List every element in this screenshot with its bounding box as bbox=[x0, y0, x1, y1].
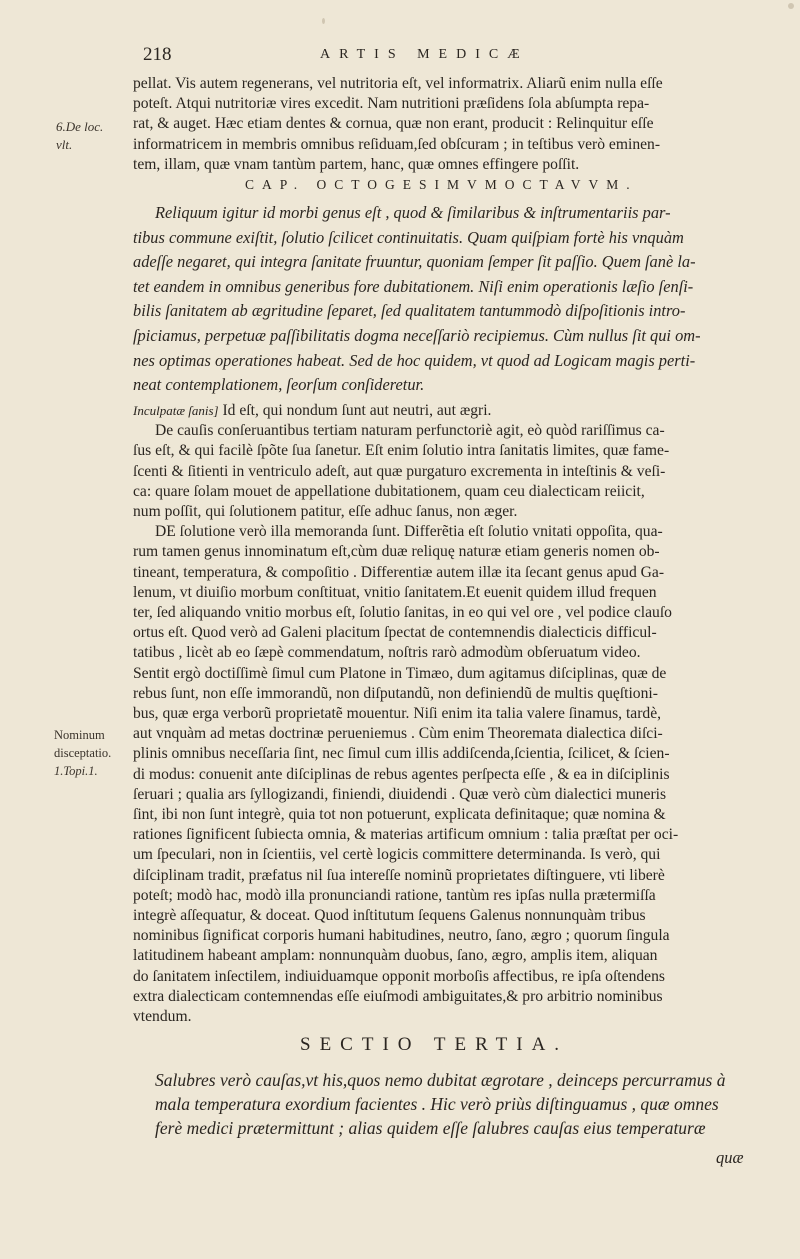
text-line: ferè medici prætermittunt ; alias quidem eſſe ſalubres cauſas eius temperaturæ bbox=[155, 1118, 706, 1138]
text-line: num poſſit, qui ſolutionem patitur, eſſe adhuc ſanus, non æger. bbox=[133, 503, 518, 521]
text-line: ſeruari ; qualia ars ſyllogizandi, finiendi, diuidendi . Quæ verò cùm dialectici muneris bbox=[133, 785, 667, 803]
text-line: vtendum. bbox=[133, 1008, 192, 1026]
text-line: neat contemplationem, ſeorſum conſideretur. bbox=[133, 375, 425, 395]
text-line: lenum, vt diuiſio morbum conſtituat, vnitio ſanitatem.Et euenit quidem illud frequen bbox=[133, 583, 657, 601]
text-line: integrè aſſequatur, & doceat. Quod inſtitutum ſequens Galenus nonnunquàm tribus bbox=[133, 907, 646, 925]
text-line: tem, illam, quæ vnam tantùm partem, hanc, quæ omnes effingere poſſit. bbox=[133, 155, 580, 173]
text-line: diſciplinam tradit, præfatus nil ſua intereſſe nominũ proprietates diſtinguere, vti liberè bbox=[133, 866, 665, 884]
text-line: rationes ſignificent ſubiecta omnia, & materias artificum omnium : talia præſtat per oci- bbox=[133, 826, 679, 844]
chapter-heading: CAP. OCTOGESIMVMOCTAVVM. bbox=[245, 177, 638, 192]
text-line: nes optimas operationes habeat. Sed de hoc quidem, vt quod ad Logicam magis perti- bbox=[133, 350, 696, 370]
text-line: De cauſis conſeruantibus tertiam naturam perfunctoriè agit, eò quòd rariſſimus ca- bbox=[155, 422, 665, 440]
running-title: ARTIS MEDICÆ bbox=[320, 47, 529, 62]
margin-note-line: 6.De loc. bbox=[56, 119, 104, 134]
margin-note-line: disceptatio. bbox=[54, 746, 112, 760]
text-line: plinis omnibus neceſſaria ſint, nec ſimul cum illis addiſcenda,ſcientia, ſcilicet, & ſcien- bbox=[133, 745, 670, 763]
text-line: nominibus ſignificat corporis humani habitudines, neutro, ſano, ægro ; quorum ſingula bbox=[133, 927, 670, 945]
margin-note-nominum bbox=[54, 726, 111, 780]
text-line: Salubres verò cauſas,vt his,quos nemo dubitat ægrotare , deinceps percurramus à bbox=[155, 1070, 726, 1090]
text-line: ſpiciamus, perpetuæ paſſibilitatis dogma neceſſariò recipiemus. Cùm nullus ſit qui om- bbox=[133, 325, 701, 345]
text-line: tibus commune exiſtit, ſolutio ſcilicet continuitatis. Quam quiſpiam fortè his vnquàm bbox=[133, 227, 684, 247]
margin-note-line: Nominum bbox=[54, 728, 105, 742]
text-line: rat, & auget. Hæc etiam dentes & cornua, quæ non erant, producit : Relinquitur eſſe bbox=[133, 115, 654, 133]
margin-note-line: 1.Topi.1. bbox=[54, 764, 98, 778]
text-line: poteſt; modò hac, modò illa pronunciandi ratione, tantùm res ipſas nulla prætermiſſa bbox=[133, 886, 656, 904]
text-line: ter, ſed aliquando vnitio morbus eſt, ſolutio ſanitas, in eo qui vel ore , vel podice clauſo bbox=[133, 604, 672, 622]
paper-spot bbox=[788, 3, 794, 9]
margin-note-reference bbox=[56, 118, 103, 154]
text-line: tineant, temperatura, & compoſitio . Differentiæ autem illæ ita ſecant genus apud Ga- bbox=[133, 563, 665, 581]
text-line: rum tamen genus innominatum eſt,cùm duæ reliquę naturæ etiam generis nomen ob- bbox=[133, 543, 660, 561]
paragraph-opening bbox=[133, 74, 766, 175]
text-line: DE ſolutione verò illa memoranda ſunt. Differẽtia eſt ſolutio vnitati oppoſita, qua- bbox=[155, 523, 663, 541]
commentary-text bbox=[133, 401, 766, 1027]
text-line bbox=[133, 401, 766, 421]
paper-spot bbox=[322, 18, 325, 24]
text-line: tatibus , licèt ab eo ſæpè commendatum, noſtris rarò admodùm obſeruatum video. bbox=[133, 644, 641, 662]
catchword: quæ bbox=[716, 1148, 744, 1167]
text-line: ſus eſt, & qui facilè ſpõte ſua ſanetur. Eſt enim ſolutio intra ſanitatis limites, quæ fame- bbox=[133, 442, 670, 460]
text-line: mala temperatura exordium facientes . Hic verò priùs diſtinguamus , quæ omnes bbox=[155, 1094, 719, 1114]
lemma-gloss: Id eſt, qui nondum ſunt aut neutri, aut ægri. bbox=[218, 402, 492, 419]
text-line: informatricem in membris omnibus reſiduam,ſed obſcuram ; in teſtibus verò eminen- bbox=[133, 135, 661, 153]
text-line: Reliquum igitur id morbi genus eſt , quod & ſimilaribus & inſtrumentariis par- bbox=[155, 203, 671, 222]
text-line: ſint, ibi non ſunt integrè, quia tot non potuerunt, explicata definitaque; quæ nomina & bbox=[133, 806, 666, 824]
text-line: di modus: conuenit ante diſciplinas de rebus agentes perſpecta eſſe , & ea in diſciplinis bbox=[133, 765, 670, 783]
text-line: extra dialecticam contemnendas eſſe eiuſmodi ambiguitates,& pro arbitrio nominibus bbox=[133, 987, 663, 1005]
text-line: bus, quæ erga verborũ proprietatẽ mouentur. Niſi enim ita talia valere ſinamus, tardè, bbox=[133, 705, 662, 723]
text-line: ſcenti & ſitienti in ventriculo adeſt, aut quæ purgaturo excrementa in inteſtinis & veſi- bbox=[133, 462, 666, 480]
section-heading: SECTIO TERTIA. bbox=[300, 1034, 569, 1055]
text-line: do ſanitatem inſectilem, indiuiduamque opponit morboſis affectibus, re ipſa oſtendens bbox=[133, 967, 665, 985]
text-line: aut vnquàm ad metas doctrinæ perueniemus . Cùm enim Theoremata dialectica diſci- bbox=[133, 725, 663, 743]
text-line: ca: quare ſolam mouet de appellatione dubitationem, quam ceu dialecticam reiicit, bbox=[133, 482, 645, 500]
text-line: pellat. Vis autem regenerans, vel nutritoria eſt, vel informatrix. Aliarũ enim nulla eſſe bbox=[133, 75, 663, 92]
text-line: rebus ſunt, non eſſe immorandũ, non diſputandũ, non definiendũ de multis quęſtioni- bbox=[133, 684, 658, 702]
text-line: ortus eſt. Quod verò ad Galeni placitum ſpectat de contemnendis dialecticis difficul- bbox=[133, 624, 657, 642]
section-italic-text bbox=[155, 1068, 766, 1140]
lemma: Inculpatæ ſanis] bbox=[133, 403, 219, 418]
text-line: um ſpeculari, non in ſcientiis, vel certè logicis committere determinanda. Is verò, qui bbox=[133, 846, 661, 864]
text-line: bilis ſanitatem ab ægritudine ſeparet, ſed qualitatem tantummodò diſpoſitionis intro- bbox=[133, 301, 686, 321]
text-line: adeſſe negaret, qui integra ſanitate fruuntur, quoniam ſemper ſit paſſio. Quem ſanè la- bbox=[133, 252, 696, 272]
text-line: poteſt. Atqui nutritoriæ vires excedit. Nam nutritioni præſidens ſola abſumpta repa- bbox=[133, 95, 650, 113]
margin-note-line: vlt. bbox=[56, 137, 73, 152]
text-line: latitudinem habeant amplam: nonnunquàm duobus, ſano, ægro, amplis item, aliquan bbox=[133, 947, 658, 965]
text-line: tet eandem in omnibus generibus fore dubitationem. Niſi enim operationis læſio ſenſi- bbox=[133, 276, 694, 296]
chapter-italic-text bbox=[133, 201, 766, 398]
page-number: 218 bbox=[143, 44, 172, 65]
text-line: Sentit ergò doctiſſimè ſimul cum Platone in Timæo, dum agitamus diſciplinas, quæ de bbox=[133, 664, 667, 682]
